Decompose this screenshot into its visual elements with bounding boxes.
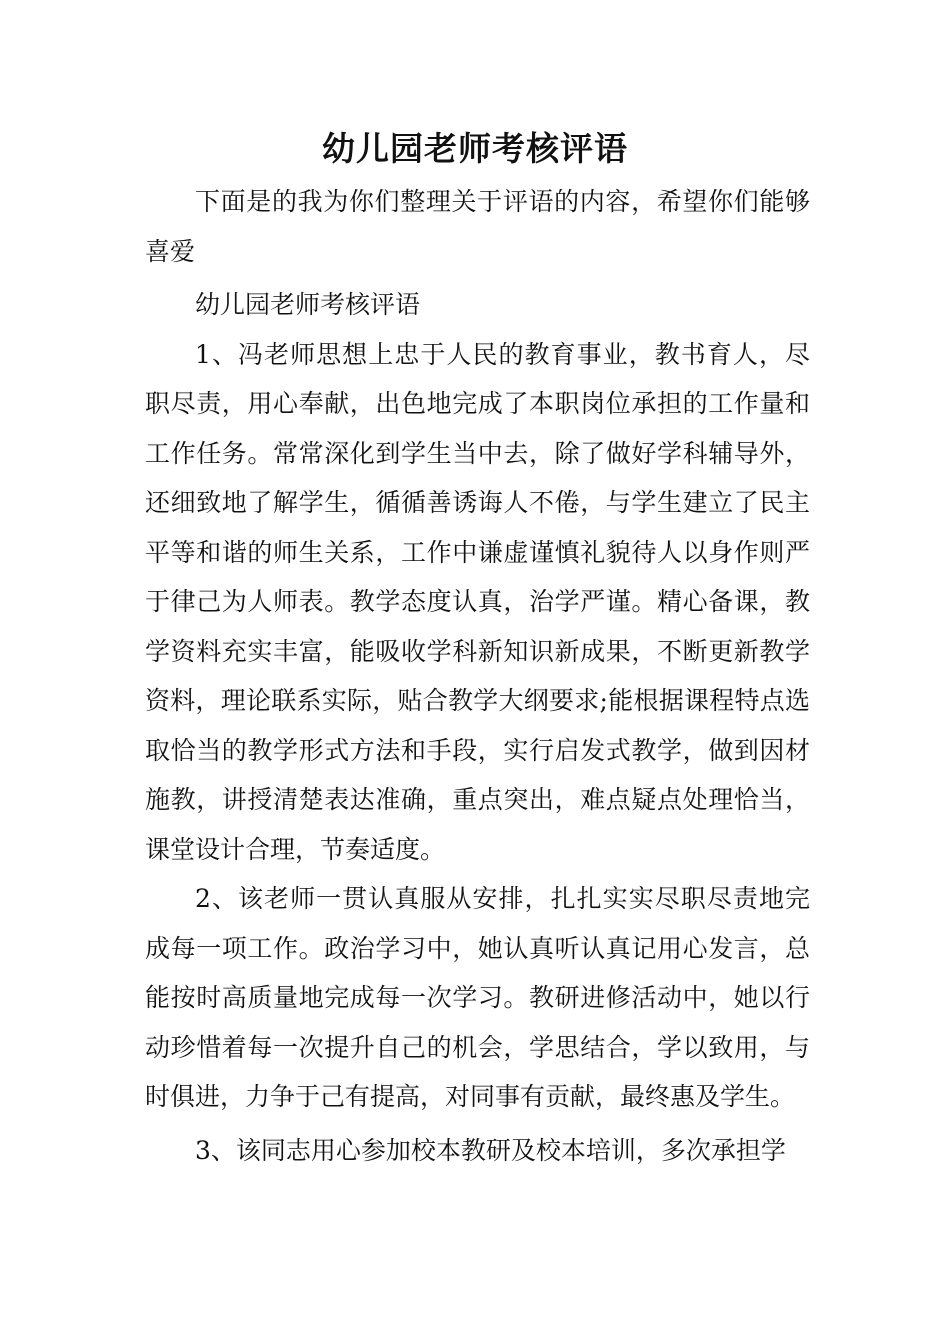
comment-paragraph-3: 3、该同志用心参加校本教研及校本培训，多次承担学 <box>195 1135 786 1165</box>
intro-paragraph: 下面是的我为你们整理关于评语的内容，希望你们能够喜爱 <box>145 187 810 266</box>
document-body <box>145 177 810 1175</box>
document-title: 幼儿园老师考核评语 <box>322 129 628 168</box>
comment-paragraph-1: 1、冯老师思想上忠于人民的教育事业，教书育人，尽职尽责，用心奉献，出色地完成了本职岗位承担的工作量和工作任务。常常深化到学生当中去，除了做好学科辅导外，还细致地了解学生，循循善诱诲人不倦，与学生建立了民主平等和谐的师生关系，工作中谦虚谨慎礼貌待人以身作则严于律己为人师表。教学态度认真，治学严谨。精心备课，教学资料充实丰富，能吸收学科新知识新成果，不断更新教学资料，理论联系实际，贴合教学大纲要求;能根据课程特点选取恰当的教学形式方法和手段，实行启发式教学，做到因材施教，讲授清楚表达准确，重点突出，难点疑点处理恰当，课堂设计合理，节奏适度。 <box>145 339 810 864</box>
section-heading: 幼儿园老师考核评语 <box>195 290 421 319</box>
comment-paragraph-2: 2、该老师一贯认真服从安排，扎扎实实尽职尽责地完成每一项工作。政治学习中，她认真听认真记用心发言，总能按时高质量地完成每一次学习。教研进修活动中，她以行动珍惜着每一次提升自己的机会，学思结合，学以致用，与时俱进，力争于己有提高，对同事有贡献，最终惠及学生。 <box>145 884 810 1111</box>
